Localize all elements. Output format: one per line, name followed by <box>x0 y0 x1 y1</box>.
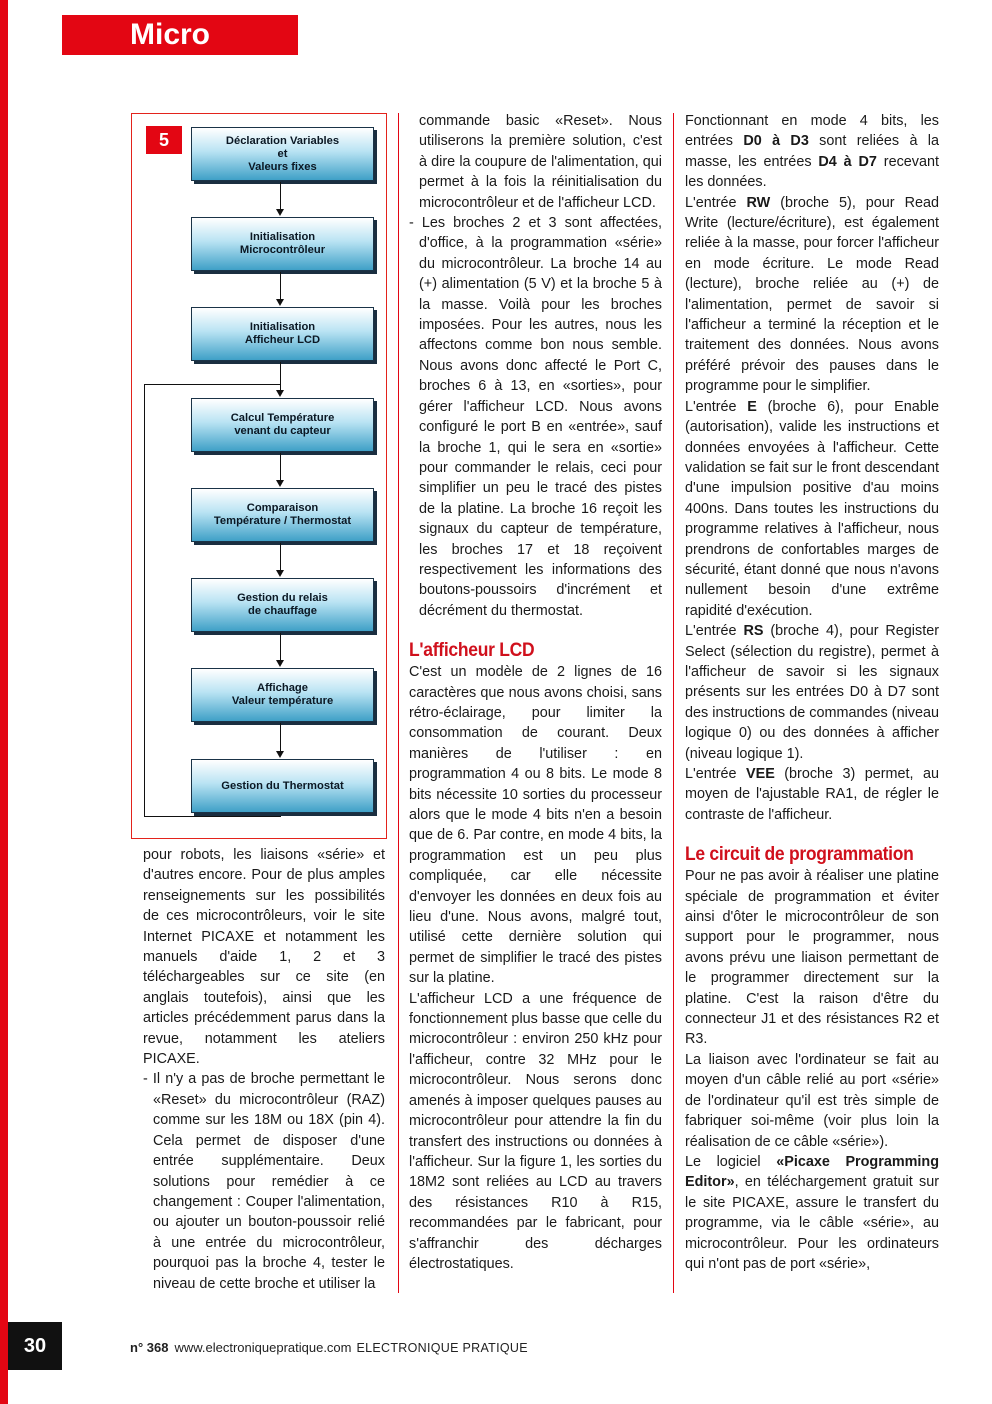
flowchart-connector <box>280 453 281 480</box>
page-number: 30 <box>8 1322 62 1370</box>
footer <box>130 1340 528 1355</box>
loop-line-left <box>144 384 145 817</box>
paragraph: L'entrée VEE (broche 3) permet, au moyen de l'ajustable RA1, de régler le contraste de l'afficheur. <box>685 766 939 823</box>
left-margin-bar <box>0 0 8 1404</box>
paragraph: L'entrée RS (broche 4), pour Register Select (sélection du registre), permet à l'afficheur de savoir si les signaux présents sur les entrées D0 à D7 sont des instructions de commandes (niveau logique 0) ou des données à afficher (niveau logique 1). <box>685 623 939 762</box>
flowchart-arrow <box>276 299 284 306</box>
section-header <box>62 15 298 55</box>
flowchart-arrow <box>276 480 284 487</box>
paragraph: Le logiciel «Picaxe Programming Editor», en téléchargement gratuit sur le site PICAXE, assure le transfert du programme, via le câble «série», au microcontrôleur. Pour les ordinateurs qui n'ont pas de port «série», <box>685 1153 939 1272</box>
flowchart-connector <box>280 723 281 751</box>
flowchart-step: Comparaison Température / Thermostat <box>191 488 374 542</box>
paragraph: - Les broches 2 et 3 sont affectées, d'office, à la programmation «série» du microcontrôleur. La broche 14 au (+) alimentation (5 V) et la broche 5 à la masse. Voilà pour les broches imposées. Pour les autres, nous les affectons comme bon nous semble. Nous avons donc affecté le Port C, broches 6 à 13, en «sorties», pour gérer l'afficheur LCD. Nous avons configuré le port B en «entrée», sauf la broche 1, qui le sera en «sortie» pour commander le relais, ceci pour simplifier un peu le tracé des pistes de la platine. La broche 16 reçoit les signaux du capteur de température, les broches 17 et 18 reçoivent respectivement les informations des boutons-poussoirs d'incrément et décrément du thermostat. <box>409 215 662 619</box>
paragraph: commande basic «Reset». Nous utiliserons la première solution, c'est à dire la coupure de l'alimentation, qui permet à la fois la réinitialisation du microcontrôleur et de l'afficheur LCD. <box>419 113 662 211</box>
flowchart-connector <box>280 362 281 390</box>
loop-line-bottom <box>144 816 281 817</box>
section-heading: L'afficheur LCD <box>409 640 535 662</box>
paragraph: L'entrée RW (broche 5), pour Read Write (lecture/écriture), est également reliée à la masse, pour forcer l'afficheur en mode écriture. Le mode Read (lecture), broche reliée au (+) de l'alimentation, permet de savoir si l'afficheur a terminé la réception et le traitement des données. Nous avons préféré prévoir des pauses dans le programme pour le simplifier. <box>685 194 939 395</box>
flowchart-arrow <box>276 751 284 758</box>
flowchart-step: Gestion du Thermostat <box>191 759 374 813</box>
footer-url[interactable]: www.electroniquepratique.com <box>174 1340 352 1355</box>
loop-line-top <box>144 384 281 385</box>
column-1 <box>143 845 385 1294</box>
footer-brand: ELECTRONIQUE PRATIQUE <box>356 1341 528 1355</box>
paragraph: Fonctionnant en mode 4 bits, les entrées D0 à D3 sont reliées à la masse, les entrées D4 à D7 recevant les données. <box>685 113 939 191</box>
paragraph: pour robots, les liaisons «série» et d'autres encore. Pour de plus amples renseignements sur les possibilités de ces microcontrôleurs, voir le site Internet PICAXE et notamment les manuels d'aide 1, 2 et 3 téléchargeables sur ce site (en anglais toutefois), ainsi que les articles précédemment parus dans la revue, notamment les ateliers PICAXE. <box>143 847 385 1068</box>
flowchart-arrow <box>276 390 284 397</box>
column-rule <box>673 113 674 1293</box>
issue-number: n° 368 <box>130 1340 169 1355</box>
paragraph: L'afficheur LCD a une fréquence de fonctionnement plus basse que celle du microcontrôleur : environ 250 kHz pour l'afficheur, contre 32 MHz pour le microcontrôleur. Nous serons donc amenés à imposer quelques pauses au microcontrôleur pour attendre la fin du transfert des instructions ou données à l'afficheur. Sur la figure 1, les sorties du 18M2 sont reliées au LCD au travers des résistances R10 à R15, recommandées par le fabricant, pour s'affranchir des décharges électrostatiques. <box>409 990 662 1272</box>
paragraph: Pour ne pas avoir à réaliser une platine spéciale de programmation et éviter ainsi d'ôter le microcontrôleur de son support pour le programmer, nous avons prévu une liaison permettant de le programmer directement sur la platine. C'est la raison d'être du connecteur J1 et des résistances R2 et R3. <box>685 868 939 1048</box>
flowchart-connector <box>280 543 281 570</box>
column-rule <box>398 113 399 1293</box>
paragraph: La liaison avec l'ordinateur se fait au moyen d'un câble relié au port «série» de l'ordinateur qu'il est très simple de fabriquer soi-même (voir plus loin la réalisation de ce câble «série»). <box>685 1051 939 1150</box>
flowchart-arrow <box>276 209 284 216</box>
section-heading: Le circuit de programmation <box>685 844 914 866</box>
flowchart-connector <box>280 182 281 209</box>
paragraph: C'est un modèle de 2 lignes de 16 caractères que nous avons choisi, sans rétro-éclairage, pour limiter la consommation de courant. Deux manières de l'utiliser : en programmation 4 ou 8 bits. Le mode 8 bits nécessite 10 sorties du processeur alors que le mode 4 bits n'en a besoin que de 6. Par contre, en mode 4 bits, la programmation est un peu plus compliquée, car elle nécessite d'envoyer les données en deux fois au lieu d'une. Nous avons, malgré tout, utilisé cette dernière solution qui permet de simplifier le tracé des pistes sur la platine. <box>409 664 662 987</box>
flowchart-step: Initialisation Microcontrôleur <box>191 217 374 271</box>
flowchart-step: Gestion du relais de chauffage <box>191 578 374 632</box>
flowchart-connector <box>280 272 281 299</box>
flowchart-step: Déclaration Variables et Valeurs fixes <box>191 127 374 181</box>
flowchart-arrow <box>276 660 284 667</box>
flowchart-step: Initialisation Afficheur LCD <box>191 307 374 361</box>
paragraph: - Il n'y a pas de broche permettant le «Reset» du microcontrôleur (RAZ) comme sur les 18M ou 18X (pin 4). Cela permet de disposer d'une entrée supplémentaire. Deux solutions pour remédier à ce changement : Couper l'alimentation, ou ajouter un bouton-poussoir relié à une entrée du microcontrôleur, pourquoi pas la broche 4, tester le niveau de cette broche et utiliser la <box>143 1071 385 1292</box>
flowchart-step: Affichage Valeur température <box>191 668 374 722</box>
flowchart-step: Calcul Température venant du capteur <box>191 398 374 452</box>
column-2 <box>409 111 662 1274</box>
figure-number: 5 <box>146 126 182 154</box>
flowchart-connector <box>280 633 281 660</box>
section-title: Micro <box>130 18 211 51</box>
flowchart-arrow <box>276 570 284 577</box>
column-3 <box>685 111 939 1274</box>
paragraph: L'entrée E (broche 6), pour Enable (autorisation), valide les instructions et données envoyées à l'afficheur. Cette validation se fait sur le front descendant d'une impulsion positive d'au moins 400ns. Dans toutes les instructions du programme relatives à l'afficheur, nous prendrons de confortables marges de sécurité, étant donné que nous n'avons nullement besoin d'une extrême rapidité d'exécution. <box>685 398 939 619</box>
